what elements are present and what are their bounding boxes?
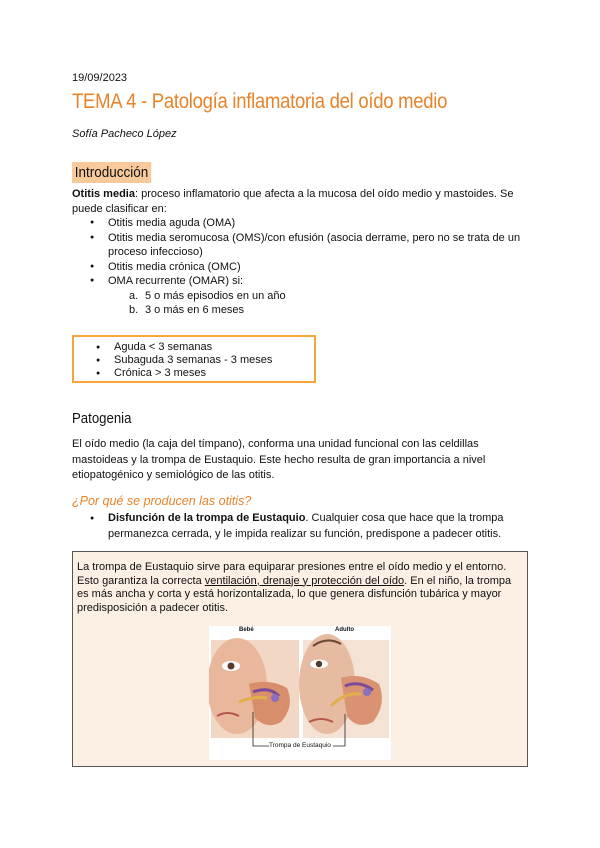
term: Otitis media xyxy=(72,188,135,200)
list-item: ● Crónica > 3 meses xyxy=(74,367,314,380)
intro-definition: Otitis media: proceso inflamatorio que afecta a la mucosa del oído medio y mastoides. Se puede clasificar en: xyxy=(72,188,514,215)
figure-label-baby: Bebé xyxy=(239,627,254,633)
list-item: ● Aguda < 3 semanas xyxy=(74,341,314,354)
patogenia-heading: Patogenia xyxy=(72,410,132,427)
duration-box xyxy=(72,335,316,383)
note-box xyxy=(72,551,528,767)
list-item: ● Subaguda 3 semanas - 3 meses xyxy=(74,354,314,367)
why-heading: ¿Por qué se producen las otitis? xyxy=(72,494,252,508)
ear-comparison-illustration xyxy=(209,626,391,760)
figure-label-adult: Adulto xyxy=(335,627,354,633)
why-list: ● Disfunción de la trompa de Eustaquio. Cualquier cosa que hace que la trompa permanezca cerrada, y le impida realizar su función, predispone a padecer otitis. xyxy=(72,511,542,542)
eustachian-tube-figure xyxy=(209,626,391,760)
list-item: ● OMA recurrente (OMAR) si: xyxy=(72,274,542,289)
patogenia-text: El oído medio (la caja del tímpano), conforma una unidad funcional con las celdillas mastoideas y la trompa de Eustaquio. Este hecho resulta de gran importancia a nivel etiopatogénico y semiológico de las otitis. xyxy=(72,438,486,481)
list-item: ● Otitis media seromucosa (OMS)/con efusión (asocia derrame, pero no se trata de un xyxy=(72,231,542,246)
list-item: a. 5 o más episodios en un año xyxy=(129,289,286,302)
list-item: ● Otitis media crónica (OMC) xyxy=(72,260,542,275)
date: 19/09/2023 xyxy=(72,72,128,84)
list-item: ● Disfunción de la trompa de Eustaquio. Cualquier cosa que hace que la trompa xyxy=(72,511,542,527)
otitis-types-list: ● Otitis media aguda (OMA) ● Otitis media seromucosa (OMS)/con efusión (asocia derrame, pero no se trata de un proceso infeccioso) ● Otitis media crónica (OMC) ● OMA recurrente (OMAR) si: a. 5 o más episodios en un año b. 3 o más en 6 meses xyxy=(72,216,542,318)
author: Sofía Pacheco López xyxy=(72,128,177,140)
note-text: La trompa de Eustaquio sirve para equiparar presiones entre el oído medio y el entorno. Esto garantiza la correcta ventilación, drenaje y protección del oído. En el niño, la trompa es más ancha y corta y está horizontalizada, lo que genera disfunción tubárica y mayor predisposición a padecer otitis. xyxy=(77,561,512,614)
list-item: b. 3 o más en 6 meses xyxy=(129,304,245,316)
intro-heading: Introducción xyxy=(72,162,151,183)
list-item: ● Otitis media aguda (OMA) xyxy=(72,216,542,231)
page-title: TEMA 4 - Patología inflamatoria del oído medio xyxy=(72,90,448,113)
figure-caption: Trompa de Eustaquio xyxy=(269,742,331,749)
